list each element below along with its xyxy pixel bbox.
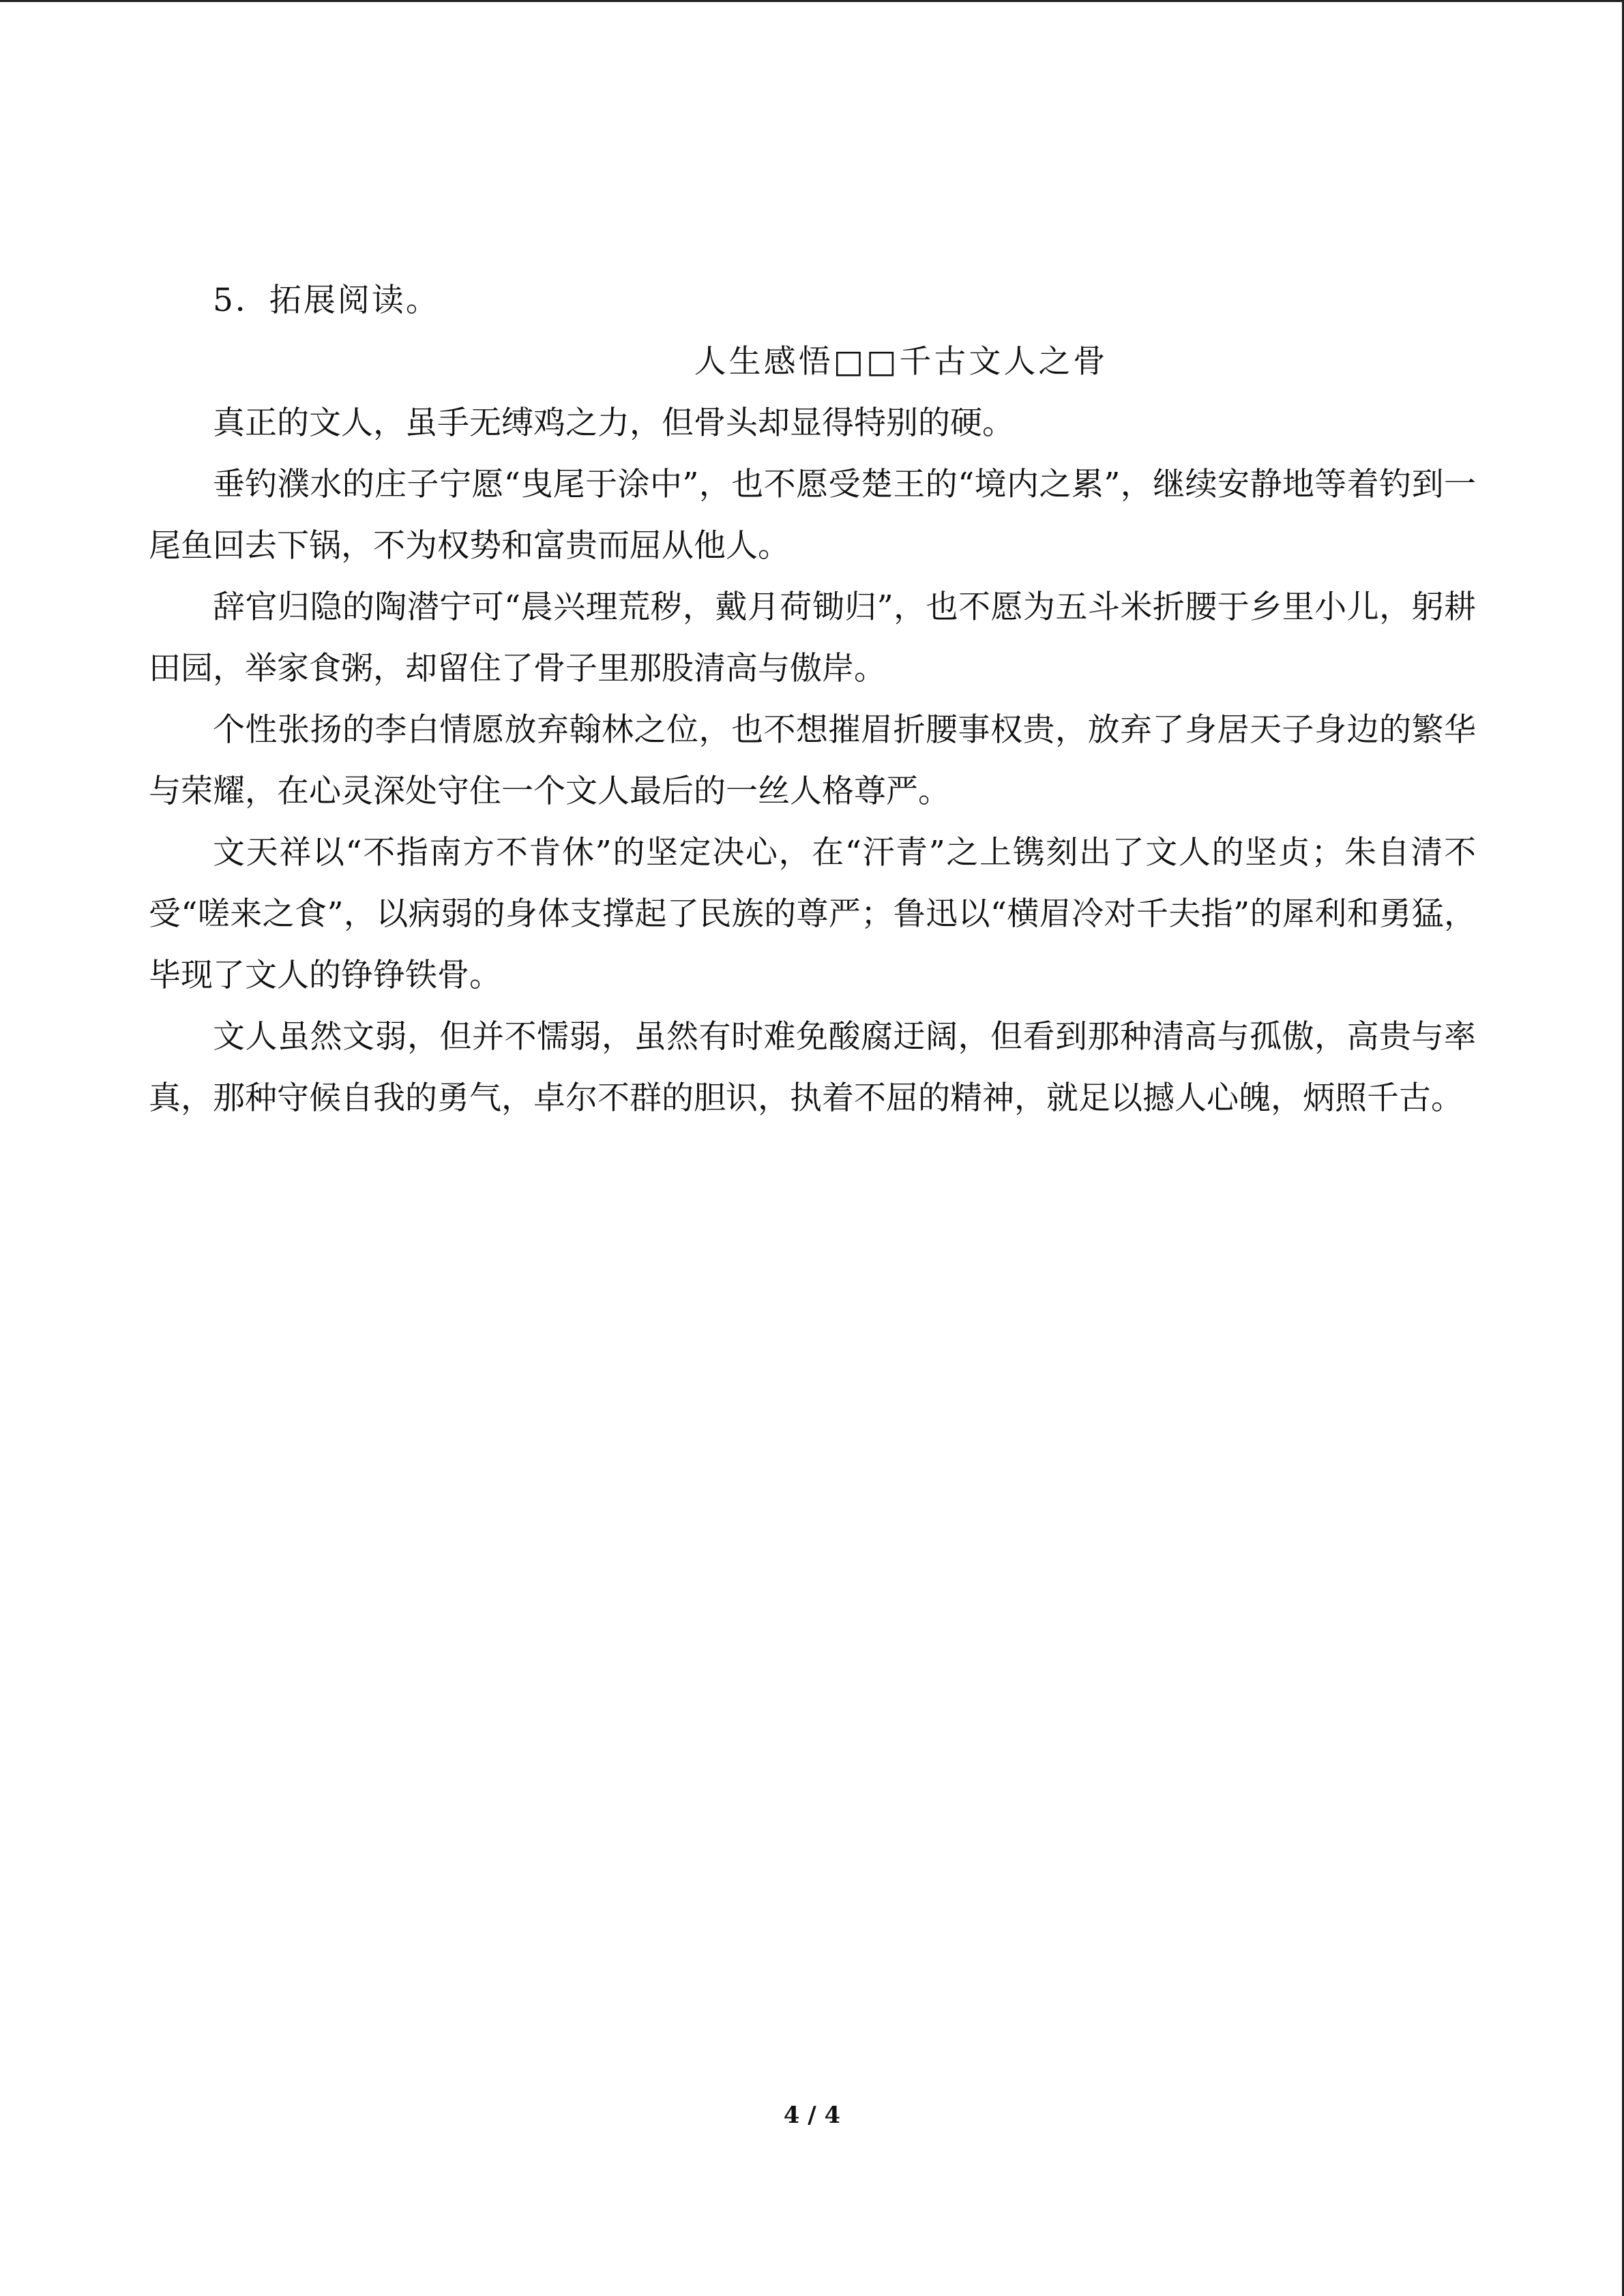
paragraph-3: 辞官归隐的陶潜宁可“晨兴理荒秽，戴月荷锄归”，也不愿为五斗米折腰于乡里小儿，躬耕田园，举家食粥，却留住了骨子里那股清高与傲岸。 xyxy=(149,588,1476,687)
paragraph-6: 文人虽然文弱，但并不懦弱，虽然有时难免酸腐迂阔，但看到那种清高与孤傲，高贵与率真，那种守候自我的勇气，卓尔不群的胆识，执着不屈的精神，就足以撼人心魄，炳照千古。 xyxy=(149,1018,1476,1117)
top-border-line xyxy=(0,0,1624,2)
paragraph-4: 个性张扬的李白情愿放弃翰林之位，也不想摧眉折腰事权贵，放弃了身居天子身边的繁华与荣耀，在心灵深处守住一个文人最后的一丝人格尊严。 xyxy=(149,711,1476,810)
paragraph-1: 真正的文人，虽手无缚鸡之力，但骨头却显得特别的硬。 xyxy=(213,404,1014,442)
paragraph-2: 垂钓濮水的庄子宁愿“曳尾于涂中”，也不愿受楚王的“境内之累”，继续安静地等着钓到一尾鱼回去下锅，不为权势和富贵而屈从他人。 xyxy=(149,466,1476,565)
document-body xyxy=(149,270,1476,1129)
article-title: 人生感悟□□千古文人之骨 xyxy=(694,343,1108,381)
page-number: 4 / 4 xyxy=(783,2102,841,2129)
item-heading: 5．拓展阅读。 xyxy=(213,282,440,319)
paragraph-5: 文天祥以“不指南方不肯休”的坚定决心，在“汗青”之上镌刻出了文人的坚贞；朱自清不受“嗟来之食”，以病弱的身体支撑起了民族的尊严；鲁迅以“横眉冷对千夫指”的犀利和勇猛，毕现了文人的铮铮铁骨。 xyxy=(149,834,1476,994)
